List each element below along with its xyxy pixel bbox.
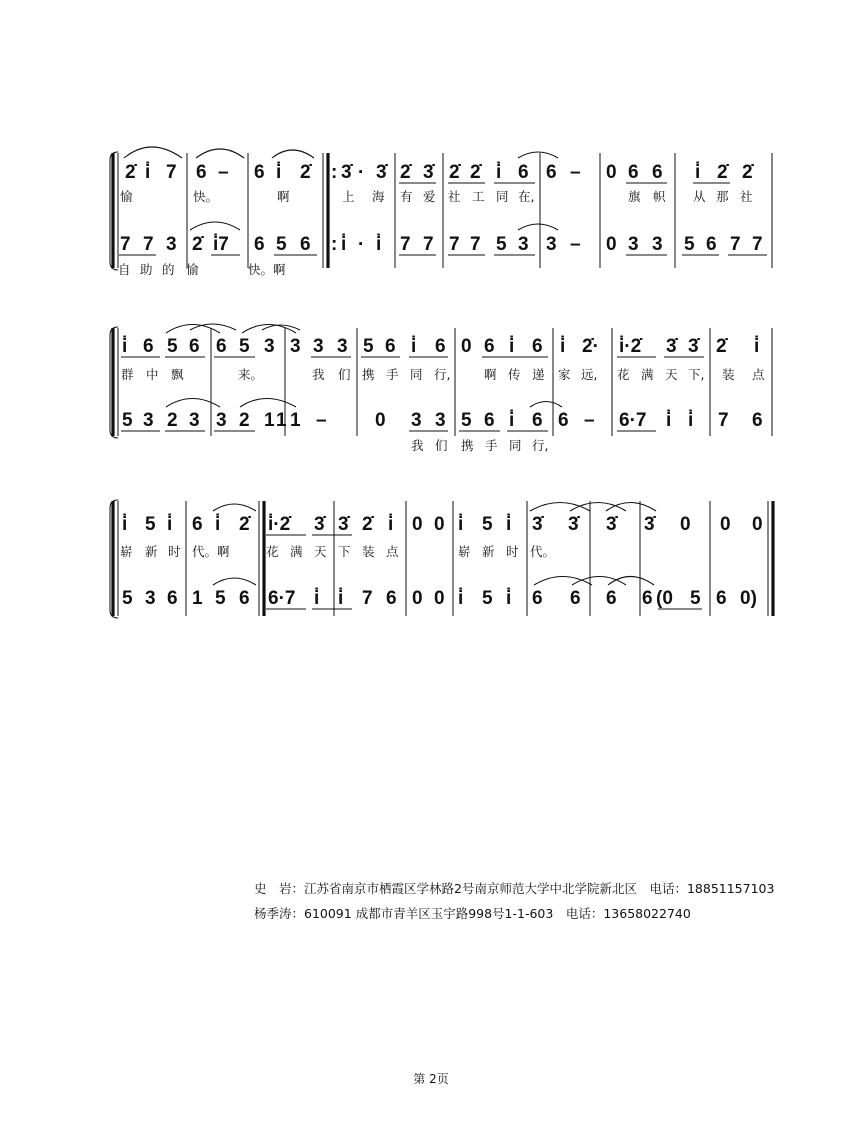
lyric: 同 bbox=[410, 367, 423, 382]
lyric: 行, bbox=[434, 367, 451, 382]
note: 6 bbox=[196, 162, 207, 183]
lyric: 满 bbox=[290, 544, 303, 559]
lyric: 同 bbox=[496, 189, 509, 204]
lyric: 自 bbox=[118, 262, 131, 277]
lyric: 新 bbox=[145, 544, 158, 559]
lyric: 助 bbox=[140, 262, 153, 277]
lower-voice-notes bbox=[120, 233, 763, 255]
lyric: 爱 bbox=[423, 189, 436, 204]
note: i̇ bbox=[167, 514, 173, 535]
note: 2̇ bbox=[449, 162, 460, 183]
note: 6 bbox=[532, 410, 543, 431]
lyric: 新 bbox=[482, 544, 495, 559]
note: i̇ bbox=[145, 162, 151, 183]
lyric: 传 bbox=[508, 367, 521, 382]
upper-voice-lyrics bbox=[121, 367, 765, 382]
lyric: 天 bbox=[665, 367, 678, 382]
note: i̇ bbox=[122, 514, 128, 535]
lyric: 啊 bbox=[277, 189, 290, 204]
note: (0 bbox=[656, 588, 673, 609]
note: 6 bbox=[532, 336, 543, 357]
system-1 bbox=[110, 147, 772, 277]
note: 5 bbox=[684, 234, 695, 255]
credit-line-2: 杨季涛：610091 成都市青羊区玉宇路998号1-1-603 电话：13658022740 bbox=[254, 906, 691, 921]
note: 0 bbox=[461, 336, 472, 357]
note: · bbox=[358, 162, 365, 183]
note: 0 bbox=[412, 588, 423, 609]
note: 3̇ bbox=[376, 162, 387, 183]
note: i̇7 bbox=[213, 234, 229, 255]
lyric: 代。 bbox=[530, 544, 556, 559]
note: 6 bbox=[192, 514, 203, 535]
note: 3 bbox=[652, 234, 663, 255]
note: i̇·2̇ bbox=[268, 514, 291, 535]
note: 3̇ bbox=[644, 514, 655, 535]
note: 1 bbox=[192, 588, 203, 609]
contact-credits bbox=[254, 876, 774, 926]
lyric: 海 bbox=[372, 189, 385, 204]
note: i̇ bbox=[458, 514, 464, 535]
note: 5 bbox=[363, 336, 374, 357]
lyric: 下 bbox=[338, 544, 351, 559]
credit-line-1: 史 岩：江苏省南京市栖霞区学林路2号南京师范大学中北学院新北区 电话：18851157103 bbox=[254, 881, 775, 896]
lyric: 来。 bbox=[238, 367, 264, 382]
note: 7 bbox=[120, 234, 131, 255]
note: 3 bbox=[546, 234, 557, 255]
note: i̇ bbox=[276, 162, 282, 183]
note: 2̇ bbox=[300, 162, 311, 183]
note: i̇ bbox=[215, 514, 221, 535]
note: 6 bbox=[570, 588, 581, 609]
note: 2̇ bbox=[717, 162, 728, 183]
note: i̇ bbox=[341, 234, 347, 255]
lyric: 花 bbox=[266, 544, 279, 559]
lyric: 社 bbox=[448, 189, 461, 204]
note: 0 bbox=[434, 588, 445, 609]
note: i̇ bbox=[411, 336, 417, 357]
note: 0 bbox=[606, 162, 617, 183]
lyric: 旗 bbox=[628, 189, 641, 204]
note: i̇ bbox=[688, 410, 694, 431]
note: 5 bbox=[276, 234, 287, 255]
note: 5 bbox=[690, 588, 701, 609]
lyric: 手 bbox=[386, 367, 399, 382]
note: 5 bbox=[496, 234, 507, 255]
note: 2̇· bbox=[582, 336, 599, 357]
note: 3 bbox=[628, 234, 639, 255]
note: 6 bbox=[189, 336, 200, 357]
lyric: 递 bbox=[532, 367, 545, 382]
note: – bbox=[584, 410, 595, 431]
upper-voice-lyrics bbox=[120, 544, 555, 559]
lyric: 快。啊 bbox=[248, 262, 286, 277]
lyric: 我 bbox=[312, 367, 325, 382]
note: 3̇ bbox=[606, 514, 617, 535]
note: 3̇ bbox=[338, 514, 349, 535]
note: 6 bbox=[254, 162, 265, 183]
lyric: 社 bbox=[740, 189, 753, 204]
lyric: 行, bbox=[532, 438, 549, 453]
lyric: 装 bbox=[362, 544, 375, 559]
lyric: 装 bbox=[722, 367, 735, 382]
lyric: 中 bbox=[146, 367, 159, 382]
note: 6 bbox=[216, 336, 227, 357]
note: – bbox=[570, 234, 581, 255]
note: 1 bbox=[290, 410, 301, 431]
note: 7 bbox=[143, 234, 154, 255]
lyric: 携 bbox=[362, 367, 375, 382]
lyric: 点 bbox=[752, 367, 765, 382]
note: 3 bbox=[189, 410, 200, 431]
lyric: 点 bbox=[386, 544, 399, 559]
note: 6 bbox=[716, 588, 727, 609]
note: 2̇ bbox=[742, 162, 753, 183]
lower-voice-lyrics bbox=[411, 438, 548, 453]
note: 0 bbox=[606, 234, 617, 255]
note: i̇ bbox=[560, 336, 566, 357]
lyric: 在, bbox=[518, 189, 535, 204]
note: 7 bbox=[423, 234, 434, 255]
note: 6 bbox=[435, 336, 446, 357]
note: 0 bbox=[412, 514, 423, 535]
note: 2̇ bbox=[239, 514, 250, 535]
note: 0 bbox=[752, 514, 763, 535]
note: 6 bbox=[484, 410, 495, 431]
note: 7 bbox=[718, 410, 729, 431]
lyric: 们 bbox=[435, 438, 448, 453]
note: 6 bbox=[386, 588, 397, 609]
note: 7 bbox=[470, 234, 481, 255]
note: 6 bbox=[652, 162, 663, 183]
lyric: 天 bbox=[314, 544, 327, 559]
note: 5 bbox=[239, 336, 250, 357]
lyric: 上 bbox=[342, 189, 355, 204]
note: 0 bbox=[680, 514, 691, 535]
note: 3 bbox=[290, 336, 301, 357]
note: 3̇ bbox=[568, 514, 579, 535]
lyric: 崭 bbox=[458, 544, 471, 559]
note: 7 bbox=[166, 162, 177, 183]
note: i̇ bbox=[376, 234, 382, 255]
lyric: 快。 bbox=[193, 189, 219, 204]
lyric: 花 bbox=[617, 367, 630, 382]
note: i̇ bbox=[506, 514, 512, 535]
note: i̇ bbox=[314, 588, 320, 609]
note: i̇ bbox=[122, 336, 128, 357]
note: 6 bbox=[606, 588, 617, 609]
lyric: 手 bbox=[485, 438, 498, 453]
note: 5 bbox=[482, 588, 493, 609]
note: 3̇ bbox=[314, 514, 325, 535]
note: 5 bbox=[122, 588, 133, 609]
note: 1 bbox=[276, 410, 287, 431]
note: 6·7 bbox=[268, 588, 296, 609]
note: · bbox=[358, 234, 365, 255]
note: i̇ bbox=[458, 588, 464, 609]
note: 5 bbox=[167, 336, 178, 357]
system-2 bbox=[110, 324, 772, 453]
note: 3 bbox=[518, 234, 529, 255]
note: 0 bbox=[720, 514, 731, 535]
lower-voice-lyrics bbox=[118, 262, 286, 277]
note: i̇ bbox=[695, 162, 701, 183]
note: i̇ bbox=[509, 336, 515, 357]
lyric: 时 bbox=[168, 544, 181, 559]
note: 2̇ bbox=[125, 162, 136, 183]
note: 6 bbox=[518, 162, 529, 183]
lower-voice-notes bbox=[122, 409, 763, 431]
lyric: 时 bbox=[506, 544, 519, 559]
lyric: 工 bbox=[472, 189, 485, 204]
note: 5 bbox=[145, 514, 156, 535]
note: 6 bbox=[300, 234, 311, 255]
note: 2 bbox=[167, 410, 178, 431]
note: i̇ bbox=[754, 336, 760, 357]
note: 6·7 bbox=[619, 410, 647, 431]
note: – bbox=[316, 410, 327, 431]
lyric: 我 bbox=[411, 438, 424, 453]
note: 3 bbox=[435, 410, 446, 431]
note: i̇ bbox=[506, 588, 512, 609]
note: 3̇ bbox=[688, 336, 699, 357]
lyric: 帜 bbox=[653, 189, 666, 204]
note: 7 bbox=[362, 588, 373, 609]
note: – bbox=[218, 162, 229, 183]
note: 7 bbox=[752, 234, 763, 255]
note: 5 bbox=[461, 410, 472, 431]
lyric: 家 bbox=[558, 367, 571, 382]
system-3 bbox=[110, 500, 773, 618]
note: 6 bbox=[143, 336, 154, 357]
note: 0 bbox=[434, 514, 445, 535]
lyric: 愉 bbox=[186, 262, 199, 277]
note: 6 bbox=[546, 162, 557, 183]
note: 6 bbox=[752, 410, 763, 431]
note: i̇ bbox=[509, 410, 515, 431]
note: 2 bbox=[239, 410, 250, 431]
note: i̇ bbox=[496, 162, 502, 183]
note: 3 bbox=[166, 234, 177, 255]
note: 3 bbox=[264, 336, 275, 357]
lyric: 群 bbox=[121, 367, 134, 382]
lyric: 愉 bbox=[120, 189, 133, 204]
lyric: 下, bbox=[688, 367, 705, 382]
note: 6 bbox=[167, 588, 178, 609]
lyric: 的 bbox=[162, 262, 175, 277]
lyric: 同 bbox=[509, 438, 522, 453]
lyric: 啊 bbox=[484, 367, 497, 382]
note: 3 bbox=[411, 410, 422, 431]
note: 6 bbox=[642, 588, 653, 609]
note: 2̇ bbox=[192, 234, 203, 255]
note: 3 bbox=[145, 588, 156, 609]
note: 6 bbox=[706, 234, 717, 255]
lyric: 从 bbox=[693, 189, 706, 204]
note: i̇·2̇ bbox=[619, 336, 642, 357]
note: 2̇ bbox=[400, 162, 411, 183]
note: 6 bbox=[385, 336, 396, 357]
note: 0) bbox=[740, 588, 757, 609]
note: i̇ bbox=[666, 410, 672, 431]
lyric: 那 bbox=[716, 189, 729, 204]
note: 3 bbox=[216, 410, 227, 431]
upper-voice-notes bbox=[125, 161, 755, 183]
note: 3̇ bbox=[423, 162, 434, 183]
lyric: 们 bbox=[338, 367, 351, 382]
lyric: 远, bbox=[581, 367, 598, 382]
lower-voice-notes bbox=[122, 587, 757, 609]
note: 5 bbox=[215, 588, 226, 609]
upper-voice-lyrics bbox=[120, 189, 753, 204]
page-number: 第 2页 bbox=[413, 1072, 449, 1086]
note: 2̇ bbox=[716, 336, 727, 357]
note: 6 bbox=[628, 162, 639, 183]
note: 3 bbox=[143, 410, 154, 431]
note: 2̇ bbox=[362, 514, 373, 535]
note: 6 bbox=[532, 588, 543, 609]
note: 2̇ bbox=[470, 162, 481, 183]
note: 0 bbox=[375, 410, 386, 431]
note: 5 bbox=[482, 514, 493, 535]
note: 7 bbox=[730, 234, 741, 255]
note: 6 bbox=[239, 588, 250, 609]
note: 7 bbox=[400, 234, 411, 255]
note: 6 bbox=[254, 234, 265, 255]
note: 6 bbox=[558, 410, 569, 431]
lyric: 携 bbox=[461, 438, 474, 453]
note: – bbox=[570, 162, 581, 183]
lyric: 满 bbox=[641, 367, 654, 382]
note: 7 bbox=[449, 234, 460, 255]
lyric: 有 bbox=[400, 189, 413, 204]
upper-voice-notes bbox=[122, 513, 763, 535]
note: 5 bbox=[122, 410, 133, 431]
lyric: 代。啊 bbox=[192, 544, 230, 559]
note: 3̇ bbox=[341, 162, 352, 183]
upper-voice-notes bbox=[122, 335, 759, 357]
note: : bbox=[331, 162, 338, 183]
note: : bbox=[331, 234, 338, 255]
note: 3̇ bbox=[532, 514, 543, 535]
note: i̇ bbox=[388, 514, 394, 535]
note: 1 bbox=[264, 410, 275, 431]
note: 6 bbox=[484, 336, 495, 357]
note: i̇ bbox=[338, 588, 344, 609]
lyric: 飘 bbox=[171, 367, 184, 382]
note: 3 bbox=[337, 336, 348, 357]
lyric: 崭 bbox=[120, 544, 133, 559]
note: 3 bbox=[313, 336, 324, 357]
note: 3̇ bbox=[666, 336, 677, 357]
